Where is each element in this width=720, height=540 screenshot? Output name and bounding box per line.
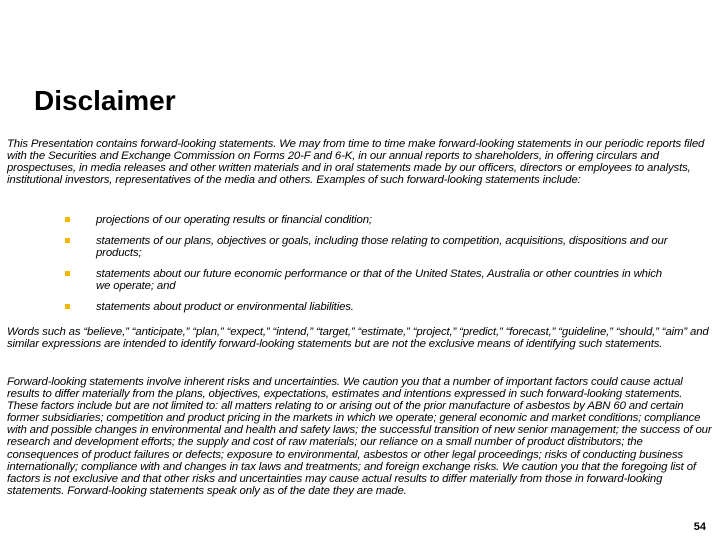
- bullet-list: [0, 214, 720, 323]
- words-text: Words such as “believe,” “anticipate,” “plan,” “expect,” “intend,” “target,” “estimate,” “project,” “predict,” “forecast,” “guideline,” “should,” “aim” and similar expressions are intended to identify forward-looking statements but are not the exclusive means of identifying such statements.: [7, 326, 709, 351]
- bullet-item: [0, 214, 676, 226]
- intro-text: This Presentation contains forward-looking statements. We may from time to time make forward-looking statements in our periodic reports filed with the Securities and Exchange Commission on Forms 20-F and 6-K, in our annual reports to shareholders, in offering circulars and prospectuses, in media releases and other written materials and in oral statements made by our officers, directors or employees to analysts, institutional investors, representatives of the media and others. Examples of such forward-looking statements include:: [7, 138, 705, 187]
- bullet-text: statements of our plans, objectives or goals, including those relating to competition, acquisitions, dispositions and our products;: [96, 235, 668, 260]
- square-bullet-icon: [65, 271, 70, 276]
- bullet-item: [0, 268, 676, 292]
- square-bullet-icon: [65, 238, 70, 243]
- bullet-text: statements about product or environmental liabilities.: [96, 301, 354, 314]
- page-number: 54: [693, 521, 706, 533]
- square-bullet-icon: [65, 304, 70, 309]
- intro-paragraph: [7, 138, 713, 186]
- square-bullet-icon: [65, 217, 70, 222]
- bullet-text: statements about our future economic performance or that of the United States, Australia or other countries in which we operate; and: [96, 268, 662, 293]
- words-paragraph: [7, 326, 713, 350]
- risks-paragraph: [7, 376, 713, 497]
- bullet-item: [0, 301, 676, 313]
- bullet-item: [0, 235, 676, 259]
- slide-title: Disclaimer: [34, 85, 176, 116]
- bullet-text: projections of our operating results or financial condition;: [96, 214, 372, 226]
- risks-text: Forward-looking statements involve inherent risks and uncertainties. We caution you that a number of important factors could cause actual results to differ materially from the plans, objectives, expectations, estimates and intentions expressed in such forward-looking statements. These factors include but are not limited to: all matters relating to or arising out of the prior manufacture of asbestos by ABN 60 and certain former subsidiaries; competition and product pricing in the markets in which we operate; general economic and market conditions; compliance with and possible changes in environmental and health and safety laws; the successful transition of new senior management; the success of our research and development efforts; the supply and cost of raw materials; our reliance on a small number of product distributors; the consequences of product failures or defects; exposure to environmental, asbestos or other legal proceedings; risks of conducting business internationally; compliance with and changes in tax laws and treatments; and foreign exchange risks. We caution you that the foregoing list of factors is not exclusive and that other risks and uncertainties may cause actual results to differ materially from those in forward-looking statements. Forward-looking statements speak only as of the date they are made.: [7, 376, 712, 497]
